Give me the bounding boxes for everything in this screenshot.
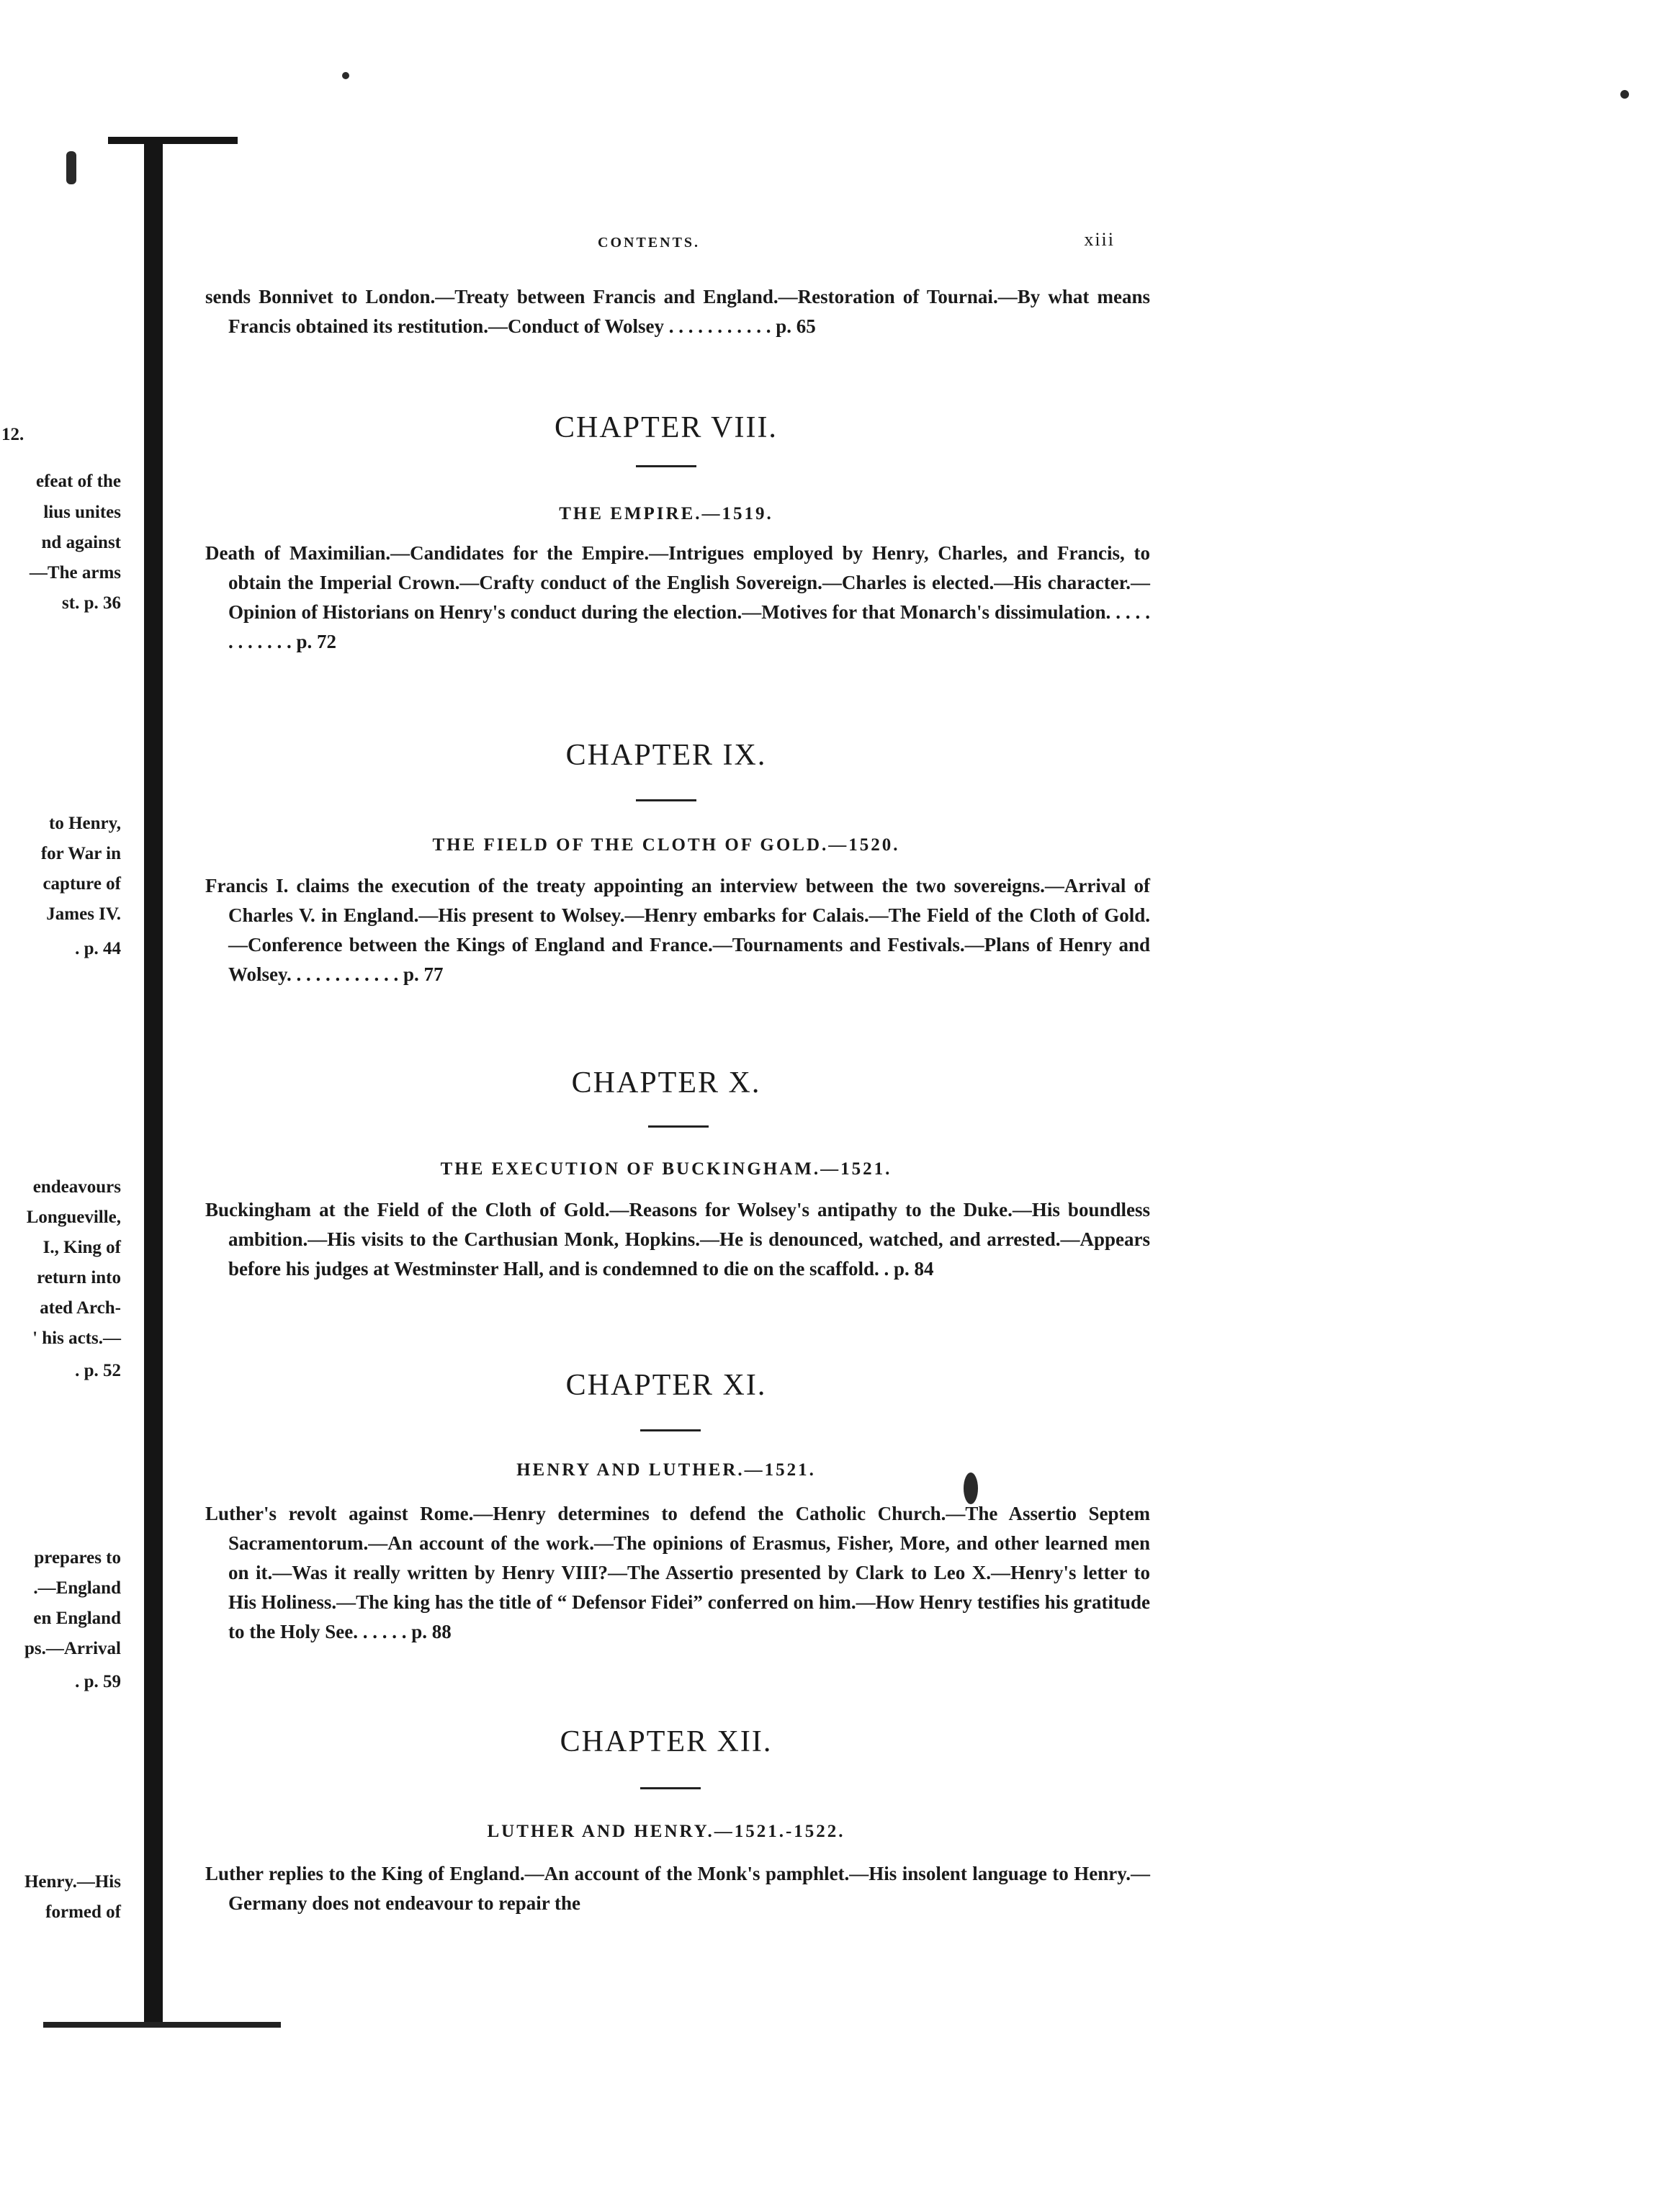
chapter-title: THE EXECUTION OF BUCKINGHAM.—1521. (440, 1159, 892, 1179)
chapter-title: HENRY AND LUTHER.—1521. (516, 1460, 816, 1480)
left-fragment: . p. 59 (75, 1672, 121, 1691)
chapter-summary: Luther replies to the King of England.—An account of the Monk's pamphlet.—His insolent language to Henry.—Germany does not endeavour to repair the (205, 1863, 1150, 1914)
left-fragment: endeavours (32, 1177, 121, 1197)
continued-entry: sends Bonnivet to London.—Treaty between Francis and England.—Restoration of Tournai.—By what means Francis obtained its restitution.—Conduct of Wolsey . . . . . . . . . . . p. 65 (205, 286, 1150, 337)
left-fragment: efeat of the (36, 472, 121, 491)
chapter-title: LUTHER AND HENRY.—1521.-1522. (487, 1822, 845, 1841)
chapter-heading: CHAPTER VIII. (555, 411, 778, 444)
ink-blot (1620, 90, 1629, 99)
chapter-heading: CHAPTER IX. (565, 739, 767, 772)
left-fragment: capture of (42, 874, 121, 894)
left-fragment: James IV. (46, 904, 121, 924)
chapter-title: THE FIELD OF THE CLOTH OF GOLD.—1520. (432, 835, 900, 855)
left-fragment: Longueville, (26, 1208, 121, 1227)
book-spine (144, 141, 163, 2028)
running-title: CONTENTS. (598, 235, 701, 251)
left-fragment: ated Arch- (40, 1298, 121, 1318)
left-fragment: 12. (1, 425, 24, 444)
chapter-rule (636, 799, 696, 801)
left-fragment: formed of (45, 1902, 121, 1922)
chapter-heading: CHAPTER XII. (560, 1725, 773, 1758)
left-fragment: . p. 44 (75, 939, 121, 958)
chapter-rule (640, 1787, 701, 1789)
left-fragment: .—England (33, 1578, 121, 1598)
chapter-summary: Death of Maximilian.—Candidates for the Empire.—Intrigues employed by Henry, Charles, and Francis, to obtain the Imperial Crown.—Crafty conduct of the English Sovereign.—Charles is elected.—His character.—Opinion of Historians on Henry's conduct during the election.—Motives for that Monarch's dissimulation. . . . . . . . . . . . p. 72 (205, 542, 1150, 652)
left-fragment: ps.—Arrival (24, 1639, 121, 1658)
left-fragment: for War in (40, 844, 121, 863)
left-fragment: lius unites (43, 503, 121, 522)
left-fragment: ' his acts.— (32, 1328, 121, 1348)
left-page-fragments (0, 0, 130, 2212)
left-fragment: st. p. 36 (62, 593, 121, 613)
chapter-title: THE EMPIRE.—1519. (559, 504, 773, 523)
chapter-heading: CHAPTER XI. (565, 1369, 767, 1402)
left-fragment: en England (33, 1609, 121, 1628)
chapter-summary: Francis I. claims the execution of the treaty appointing an interview between the two sovereigns.—Arrival of Charles V. in England.—His present to Wolsey.—Henry embarks for Calais.—The Field of the Cloth of Gold.—Conference between the Kings of England and France.—Tournaments and Festivals.—Plans of Henry and Wolsey. . . . . . . . . . . . p. 77 (205, 875, 1150, 985)
left-fragment: —The arms (29, 563, 121, 583)
left-fragment: prepares to (34, 1548, 121, 1568)
left-fragment: . p. 52 (75, 1361, 121, 1380)
chapter-rule (640, 1429, 701, 1431)
left-fragment: nd against (41, 533, 121, 552)
chapter-summary: Buckingham at the Field of the Cloth of Gold.—Reasons for Wolsey's antipathy to the Duke.—His boundless ambition.—His visits to the Carthusian Monk, Hopkins.—He is denounced, watched, and arrested.—Appears before his judges at Westminster Hall, and is condemned to die on the scaffold. . p. 84 (205, 1199, 1150, 1280)
page-number: xiii (1084, 229, 1115, 250)
ink-blot (342, 72, 349, 79)
left-fragment: return into (37, 1268, 121, 1287)
left-fragment: I., King of (42, 1238, 121, 1257)
chapter-summary: Luther's revolt against Rome.—Henry determines to defend the Catholic Church.—The Assertio Septem Sacramentorum.—An account of the work.—The opinions of Erasmus, Fisher, More, and other learned men on it.—Was it really written by Henry VIII?—The Assertio presented by Clark to Leo X.—Henry's letter to His Holiness.—The king has the title of “ Defensor Fidei” conferred on him.—How Henry testifies his gratitude to the Holy See. . . . . . p. 88 (205, 1503, 1150, 1642)
page-header (569, 229, 1123, 255)
chapter-rule (636, 465, 696, 467)
left-fragment: Henry.—His (24, 1872, 121, 1892)
chapter-rule (648, 1125, 709, 1128)
left-fragment: to Henry, (49, 814, 121, 833)
chapter-heading: CHAPTER X. (571, 1066, 761, 1100)
